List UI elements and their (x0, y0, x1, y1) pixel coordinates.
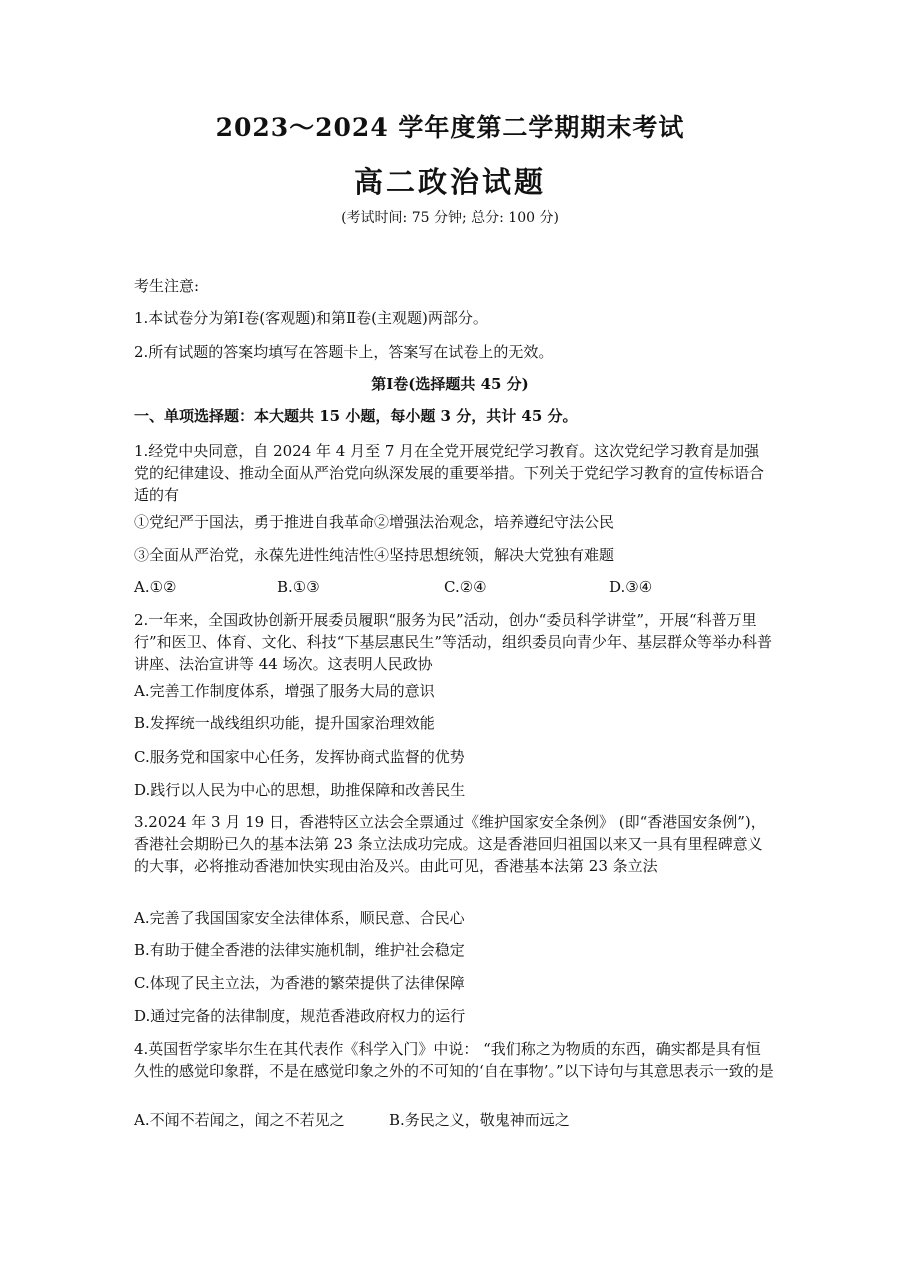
option-b: B.发挥统一战线组织功能，提升国家治理效能 (134, 714, 435, 732)
option-a: A.不闻不若闻之，闻之不若见之 (134, 1111, 345, 1129)
volume-title: 第Ⅰ卷(选择题共 45 分) (371, 375, 529, 393)
option-c: C.体现了民主立法，为香港的繁荣提供了法律保障 (134, 974, 465, 992)
question-1-statement: ③全面从严治党，永葆先进性纯洁性④坚持思想统领，解决大党独有难题 (134, 546, 615, 564)
question-1-statement: ①党纪严于国法，勇于推进自我革命②增强法治观念，培养遵纪守法公民 (134, 513, 615, 531)
notice-item: 2.所有试题的答案均填写在答题卡上，答案写在试卷上的无效。 (134, 343, 554, 361)
subject-title: 高二政治试题 (353, 165, 546, 199)
question-4-stem: 4.英国哲学家毕尔生在其代表作《科学入门》中说： “我们称之为物质的东西，确实都是具有恒久性的感觉印象群，不是在感觉印象之外的不可知的‘自在事物’。”以下诗句与其意思表示一致的是 (134, 1040, 774, 1080)
option-b: B.①③ (277, 578, 320, 596)
exam-info: (考试时间: 75 分钟; 总分: 100 分) (341, 210, 559, 226)
option-b: B.有助于健全香港的法律实施机制，维护社会稳定 (134, 941, 465, 959)
option-c: C.服务党和国家中心任务，发挥协商式监督的优势 (134, 748, 465, 766)
option-d: D.③④ (609, 578, 653, 596)
option-a: A.①② (134, 578, 177, 596)
option-a: A.完善工作制度体系，增强了服务大局的意识 (134, 682, 435, 700)
option-d: D.通过完备的法律制度，规范香港政府权力的运行 (134, 1007, 466, 1025)
notice-item: 1.本试卷分为第Ⅰ卷(客观题)和第Ⅱ卷(主观题)两部分。 (134, 309, 488, 327)
part-title: 一、单项选择题：本大题共 15 小题，每小题 3 分，共计 45 分。 (134, 407, 578, 425)
option-b: B.务民之义，敬鬼神而远之 (389, 1111, 570, 1129)
question-1-stem: 1.经党中央同意，自 2024 年 4 月至 7 月在全党开展党纪学习教育。这次党纪学习教育是加强党的纪律建设、推动全面从严治党向纵深发展的重要举措。下列关于党纪学习教育的宣传标语合适的有 (134, 442, 765, 504)
exam-title: 2023～2024 学年度第二学期期末考试 (215, 113, 685, 142)
notice-heading: 考生注意: (134, 277, 200, 295)
question-2-stem: 2.一年来，全国政协创新开展委员履职“服务为民”活动，创办“委员科学讲堂”，开展“科普万里行”和医卫、体育、文化、科技“下基层惠民生”等活动，组织委员向青少年、基层群众等举办科普讲座、法治宣讲等 44 场次。这表明人民政协 (134, 611, 773, 673)
option-c: C.②④ (444, 578, 487, 596)
question-3-stem: 3.2024 年 3 月 19 日，香港特区立法会全票通过《维护国家安全条例》 (即“香港国安条例”)，香港社会期盼已久的基本法第 23 条立法成功完成。这是香港回归祖国以来又一具有里程碑意义的大事，必将推动香港加快实现由治及兴。由此可见，香港基本法第 23 条立法 (134, 813, 766, 875)
option-d: D.践行以人民为中心的思想，助推保障和改善民生 (134, 781, 466, 799)
option-a: A.完善了我国国家安全法律体系，顺民意、合民心 (134, 909, 465, 927)
